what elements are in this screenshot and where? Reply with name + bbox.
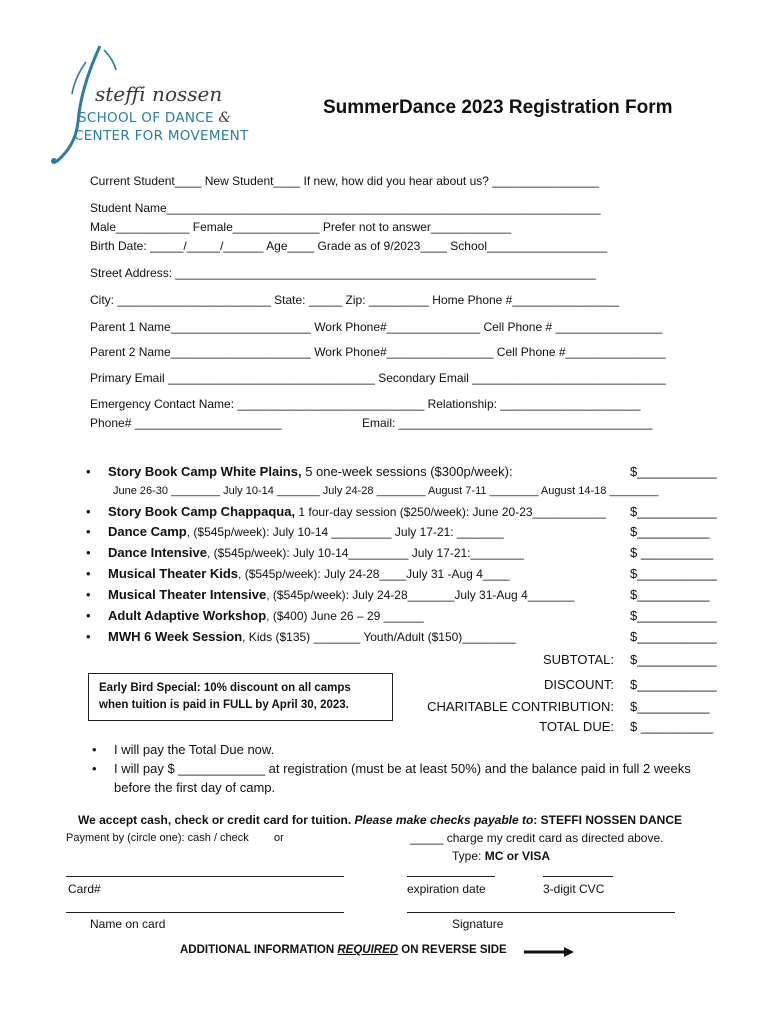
camp-amount-field[interactable]: $___________ (630, 464, 717, 479)
pay-partial-option-cont: before the first day of camp. (114, 780, 276, 795)
signature-label: Signature (452, 917, 504, 931)
camp-name: Story Book Camp Chappaqua, (108, 504, 296, 519)
payee-text: : STEFFI NOSSEN DANCE (533, 813, 683, 827)
camp-amount-field[interactable]: $__________ (630, 587, 710, 602)
emergency-contact-line[interactable]: Emergency Contact Name: ____________________________ Relationship: _____________________ (90, 397, 641, 411)
camp-amount-field[interactable]: $ __________ (630, 545, 714, 560)
cvc-line[interactable] (543, 876, 613, 877)
white-plains-sessions[interactable]: June 26-30 ________ July 10-14 _______ July 24-28 ________ August 7-11 ________ August 14-18 ________ (113, 485, 659, 497)
camp-detail: , ($545p/week): July 10-14_________ July 17-21:________ (207, 546, 524, 560)
bullet-icon: • (86, 524, 91, 539)
student-name-field[interactable]: Student Name_________________________________________________________________ (90, 201, 601, 215)
parent2-line[interactable]: Parent 2 Name_____________________ Work Phone#________________ Cell Phone #_______________ (90, 345, 666, 359)
expiration-label: expiration date (407, 882, 486, 896)
page-title: SummerDance 2023 Registration Form (323, 97, 673, 118)
accept-text: We accept cash, check or credit card for tuition. (78, 813, 352, 827)
camp-amount-field[interactable]: $___________ (630, 566, 717, 581)
arrow-right-icon (524, 946, 576, 958)
total-due-field[interactable]: $ __________ (630, 719, 714, 734)
signature-line[interactable] (407, 912, 675, 913)
bullet-icon: • (86, 545, 91, 560)
logo-script-name: steffi nossen (95, 82, 223, 106)
footer-required: REQUIRED (337, 944, 399, 956)
camp-amount-field[interactable]: $___________ (630, 504, 717, 519)
payment-method[interactable]: Payment by (circle one): cash / check (66, 832, 249, 844)
bullet-icon: • (92, 761, 97, 776)
name-on-card-label: Name on card (90, 917, 166, 931)
emergency-phone-field[interactable]: Phone# ______________________ (90, 416, 282, 430)
logo-school-text: SCHOOL OF DANCE (78, 110, 214, 126)
card-type-label: Type: (452, 849, 482, 863)
birth-date-line[interactable]: Birth Date: _____/_____/______ Age____ Grade as of 9/2023____ School__________________ (90, 239, 608, 253)
camp-detail: 5 one-week sessions ($300p/week): (301, 464, 513, 479)
expiration-line[interactable] (407, 876, 495, 877)
total-due-label: TOTAL DUE: (539, 719, 614, 734)
camp-name: Musical Theater Intensive (108, 587, 267, 602)
card-type-values[interactable]: MC or VISA (484, 849, 551, 863)
card-number-line[interactable] (66, 876, 344, 877)
camp-item[interactable] (108, 464, 513, 479)
payment-accept-line (78, 813, 682, 827)
camp-name: Adult Adaptive Workshop (108, 608, 267, 623)
camp-detail: , ($545p/week): July 24-28____July 31 -Aug 4____ (238, 567, 510, 581)
logo-line1 (78, 110, 231, 126)
emergency-email-field[interactable]: Email: ______________________________________ (362, 416, 653, 430)
payable-text: Please make checks payable to (354, 813, 534, 827)
camp-name: Dance Camp (108, 524, 187, 539)
camp-detail: , ($400) June 26 – 29 ______ (266, 609, 424, 623)
camp-item[interactable] (108, 524, 504, 539)
logo-amp: & (218, 110, 232, 126)
early-bird-notice: Early Bird Special: 10% discount on all camps when tuition is paid in FULL by April 30, 2023. (88, 673, 393, 721)
subtotal-label: SUBTOTAL: (542, 652, 614, 667)
card-type-line (452, 849, 550, 863)
camp-name: Musical Theater Kids (108, 566, 239, 581)
camp-name: MWH 6 Week Session (108, 629, 243, 644)
camp-detail: 1 four-day session ($250/week): June 20-23___________ (295, 505, 606, 519)
cvc-label: 3-digit CVC (543, 882, 605, 896)
charge-card-option[interactable]: _____ charge my credit card as directed above. (410, 831, 664, 845)
subtotal-field[interactable]: $___________ (630, 652, 717, 667)
discount-field[interactable]: $___________ (630, 677, 717, 692)
charitable-field[interactable]: $__________ (630, 699, 710, 714)
bullet-icon: • (92, 742, 97, 757)
footer-post: ON REVERSE SIDE (398, 944, 507, 956)
email-line[interactable]: Primary Email _______________________________ Secondary Email _____________________________ (90, 371, 666, 385)
camp-item[interactable] (108, 587, 574, 602)
city-state-zip-line[interactable]: City: _______________________ State: _____ Zip: _________ Home Phone #________________ (90, 293, 620, 307)
camp-item[interactable] (108, 545, 524, 560)
reverse-side-notice (180, 944, 507, 956)
gender-line[interactable]: Male___________ Female_____________ Prefer not to answer____________ (90, 220, 512, 234)
bullet-icon: • (86, 608, 91, 623)
street-address-field[interactable]: Street Address: _______________________________________________________________ (90, 266, 596, 280)
camp-detail: , ($545p/week): July 24-28_______July 31-Aug 4_______ (266, 588, 575, 602)
payment-or: or (274, 832, 284, 844)
camp-item[interactable] (108, 566, 510, 581)
pay-partial-option[interactable]: I will pay $ ____________ at registration (must be at least 50%) and the balance paid in full 2 weeks (114, 761, 691, 776)
camp-detail: , Kids ($135) _______ Youth/Adult ($150)________ (242, 630, 516, 644)
pay-full-option[interactable]: I will pay the Total Due now. (114, 742, 275, 757)
camp-amount-field[interactable]: $___________ (630, 629, 717, 644)
bullet-icon: • (86, 587, 91, 602)
camp-name: Story Book Camp White Plains, (108, 464, 302, 479)
student-status-line[interactable]: Current Student____ New Student____ If new, how did you hear about us? ________________ (90, 174, 600, 188)
bullet-icon: • (86, 629, 91, 644)
card-number-label: Card# (68, 882, 101, 896)
camp-item[interactable] (108, 629, 516, 644)
footer-pre: ADDITIONAL INFORMATION (180, 944, 338, 956)
camp-detail: , ($545p/week): July 10-14 _________ July 17-21: _______ (186, 525, 504, 539)
parent1-line[interactable]: Parent 1 Name_____________________ Work Phone#______________ Cell Phone # ________________ (90, 320, 663, 334)
bullet-icon: • (86, 566, 91, 581)
camp-item[interactable] (108, 504, 606, 519)
camp-amount-field[interactable]: $___________ (630, 608, 717, 623)
discount-label: DISCOUNT: (543, 677, 614, 692)
bullet-icon: • (86, 464, 91, 479)
logo (40, 42, 290, 167)
bullet-icon: • (86, 504, 91, 519)
name-on-card-line[interactable] (66, 912, 344, 913)
camp-item[interactable] (108, 608, 424, 623)
logo-line2: CENTER FOR MOVEMENT (74, 128, 249, 144)
camp-amount-field[interactable]: $__________ (630, 524, 710, 539)
charitable-label: CHARITABLE CONTRIBUTION: (427, 699, 614, 714)
camp-name: Dance Intensive (108, 545, 207, 560)
